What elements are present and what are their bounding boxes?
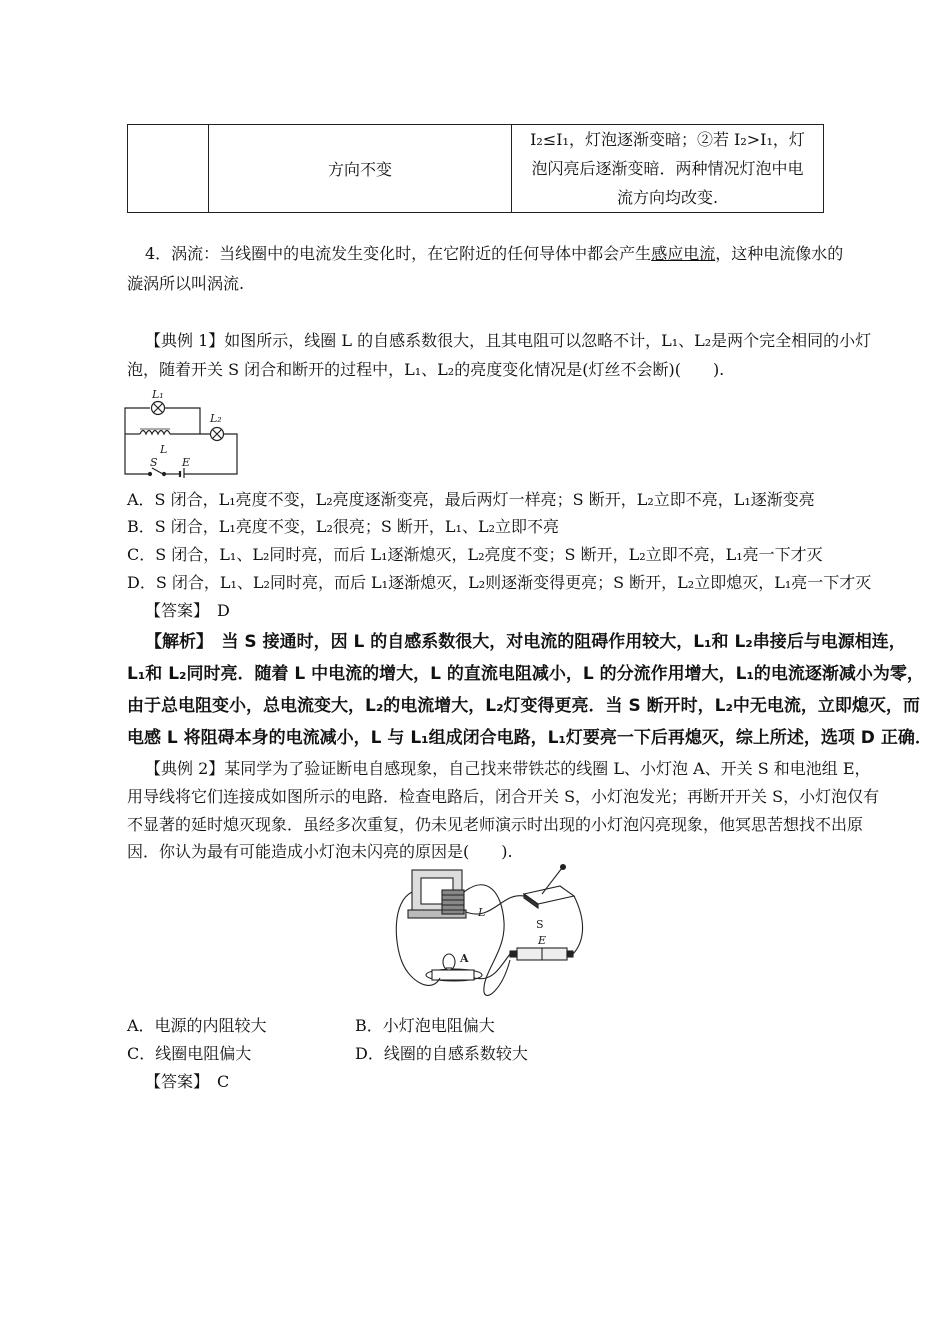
example-2-stem: 因．你认为最有可能造成小灯泡未闪亮的原因是( ).	[127, 842, 513, 861]
analysis-line: 由于总电阻变小，总电流变大，L₂的电流增大，L₂灯变得更亮．当 S 断开时，L₂中无电流，立即熄灭，而	[127, 696, 920, 716]
answer-1: 【答案】 D	[145, 601, 230, 620]
label-l: L	[160, 443, 168, 456]
option-d: D．S 闭合，L₁、L₂同时亮，而后 L₁逐渐熄灭，L₂则逐渐变得更亮；S 断开，L₂立即熄灭，L₁亮一下才灭	[127, 573, 872, 592]
option-d: D．线圈的自感系数较大	[355, 1044, 528, 1063]
option-a: A．S 闭合，L₁亮度不变，L₂亮度逐渐变亮，最后两灯一样亮；S 断开，L₂立即不亮，L₁逐渐变亮	[127, 490, 815, 509]
table-desc-line: 流方向均改变.	[616, 188, 719, 207]
analysis-line: L₁和 L₂同时亮．随着 L 中电流的增大，L 的直流电阻减小，L 的分流作用增大，L₁的电流逐渐减小为零，	[127, 664, 924, 684]
example-1-stem: 泡，随着开关 S 闭合和断开的过程中，L₁、L₂的亮度变化情况是(灯丝不会断)( ).	[127, 360, 725, 379]
analysis-line: 【解析】 当 S 接通时，因 L 的自感系数很大，对电流的阻碍作用较大，L₁和 L₂串接后与电源相连，	[145, 632, 906, 652]
label-l1: L₁	[152, 388, 164, 401]
answer-2: 【答案】 C	[145, 1072, 230, 1091]
table-cell-empty	[128, 125, 209, 213]
underlined-term: 感应电流	[651, 244, 716, 263]
option-b: B．S 闭合，L₁亮度不变，L₂很亮；S 断开，L₁、L₂立即不亮	[127, 517, 560, 536]
example-1-stem: 【典例 1】如图所示，线圈 L 的自感系数很大，且其电阻可以忽略不计，L₁、L₂是两个完全相同的小灯	[145, 331, 872, 350]
label-e: E	[182, 456, 191, 469]
eddy-current-line-2: 漩涡所以叫涡流.	[127, 274, 245, 293]
eddy-current-line-1	[145, 244, 843, 264]
option-c: C．S 闭合，L₁、L₂同时亮，而后 L₁逐渐熄灭，L₂亮度不变；S 断开，L₂立即不亮，L₁亮一下才灭	[127, 545, 823, 564]
option-c: C．线圈电阻偏大	[127, 1044, 252, 1063]
table-cell-description	[512, 125, 824, 213]
example-2-stem: 【典例 2】某同学为了验证断电自感现象，自己找来带铁芯的线圈 L、小灯泡 A、开关 S 和电池组 E，	[145, 759, 871, 778]
table-desc-line: 泡闪亮后逐渐变暗．两种情况灯泡中电	[531, 159, 804, 178]
option-a: A．电源的内阻较大	[127, 1016, 267, 1035]
label-battery-e: E	[538, 934, 547, 947]
example-2-stem: 用导线将它们连接成如图所示的电路．检查电路后，闭合开关 S，小灯泡发光；再断开开关 S，小灯泡仅有	[127, 787, 880, 806]
table-cell-direction: 方向不变	[209, 125, 512, 213]
eddy-text-b: ，这种电流像水的	[715, 244, 844, 263]
option-b: B．小灯泡电阻偏大	[355, 1016, 495, 1035]
label-l2: L₂	[210, 412, 222, 425]
table-desc-line: I₂≤I₁，灯泡逐渐变暗；②若 I₂>I₁，灯	[530, 130, 805, 149]
label-s: S	[150, 456, 158, 469]
example-2-stem: 不显著的延时熄灭现象．虽经多次重复，仍未见老师演示时出现的小灯泡闪亮现象，他冥思苦想找不出原	[127, 815, 864, 834]
label-coil-l: L	[478, 906, 486, 919]
circuit-diagram-1	[122, 386, 242, 478]
label-switch-s: S	[536, 918, 544, 931]
comparison-table	[127, 124, 824, 213]
apparatus-diagram-2	[392, 862, 592, 1004]
label-lamp-a: A	[460, 952, 469, 965]
eddy-text-a: 4．涡流：当线圈中的电流发生变化时，在它附近的任何导体中都会产生	[145, 244, 652, 263]
analysis-line: 电感 L 将阻碍本身的电流减小，L 与 L₁组成闭合电路，L₁灯要亮一下后再熄灭，综上所述，选项 D 正确．	[127, 728, 932, 748]
